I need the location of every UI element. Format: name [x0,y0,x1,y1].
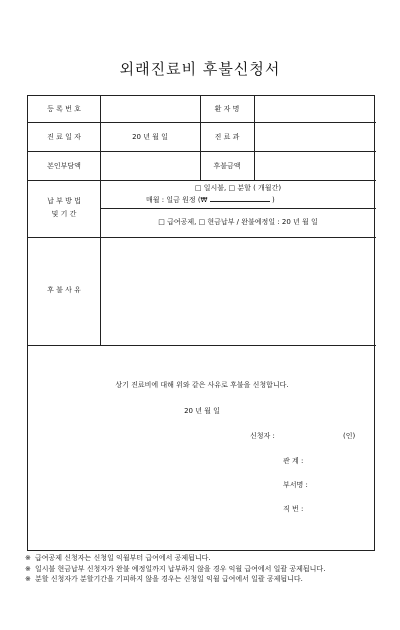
note-item [25,553,377,564]
monthly-amount-text: 매월 : 일금 원정 (₩ [146,196,208,204]
row-divider [28,345,376,346]
patient-name-label: 환 자 명 [214,105,240,113]
deferred-amount-label: 후불금액 [213,162,241,170]
payment-period-label: 및 기 간 [51,210,77,218]
row-divider [28,122,376,123]
lump-sum-option: □ 일시불, □ 분할 ( 개월간) [194,184,282,192]
note-mark: ※ [25,575,31,583]
col-divider [254,96,255,180]
note-item [25,574,377,585]
seal-mark: (인) [343,432,356,440]
reg-no-label: 등 록 번 호 [47,105,81,113]
reason-label: 후 불 사 유 [47,286,81,294]
applicant-label: 신청자 : [250,432,275,440]
monthly-amount-line [146,195,275,205]
self-pay-label: 본인부담액 [47,162,81,170]
department-label: 진 료 과 [214,133,240,141]
note-mark: ※ [25,564,31,573]
visit-date-value: 20 년 월 일 [132,133,168,141]
row-divider [28,237,376,238]
visit-date-label: 진 료 일 자 [47,133,81,141]
notes-section [25,553,377,585]
deferred-payment-form [27,95,375,551]
statement-date: 20 년 월 일 [184,407,220,415]
note-text: 급여공제 신청자는 신청일 익월부터 급여에서 공제됩니다. [35,554,211,562]
note-text: 분할 신청자가 분할기간을 기피하지 않을 경우는 신청일 익월 급여에서 일괄 공제됩니다. [35,575,303,583]
position-label: 직 번 : [283,505,304,513]
note-item [25,564,377,575]
row-divider [100,208,376,209]
relation-label: 관 계 : [283,457,304,465]
payment-method-label: 납 부 방 법 [47,197,81,205]
statement-text: 상기 진료비에 대해 위와 같은 사유로 후불을 신청합니다. [115,381,289,389]
amount-close: ) [271,196,275,204]
deduct-option: □ 급여공제, □ 현금납부 / 완불예정일 : 20 년 월 일 [158,218,318,226]
form-title: 외래진료비 후불신청서 [119,60,281,78]
amount-blank [210,195,270,202]
dept-label: 부서명 : [283,481,308,489]
note-text: 일시불 현금납부 신청자가 완불 예정일까지 납부하지 않을 경우 익월 급여에서 일괄 공제됩니다. [35,564,326,573]
row-divider [28,151,376,152]
note-mark: ※ [25,554,31,562]
row-divider [28,180,376,181]
